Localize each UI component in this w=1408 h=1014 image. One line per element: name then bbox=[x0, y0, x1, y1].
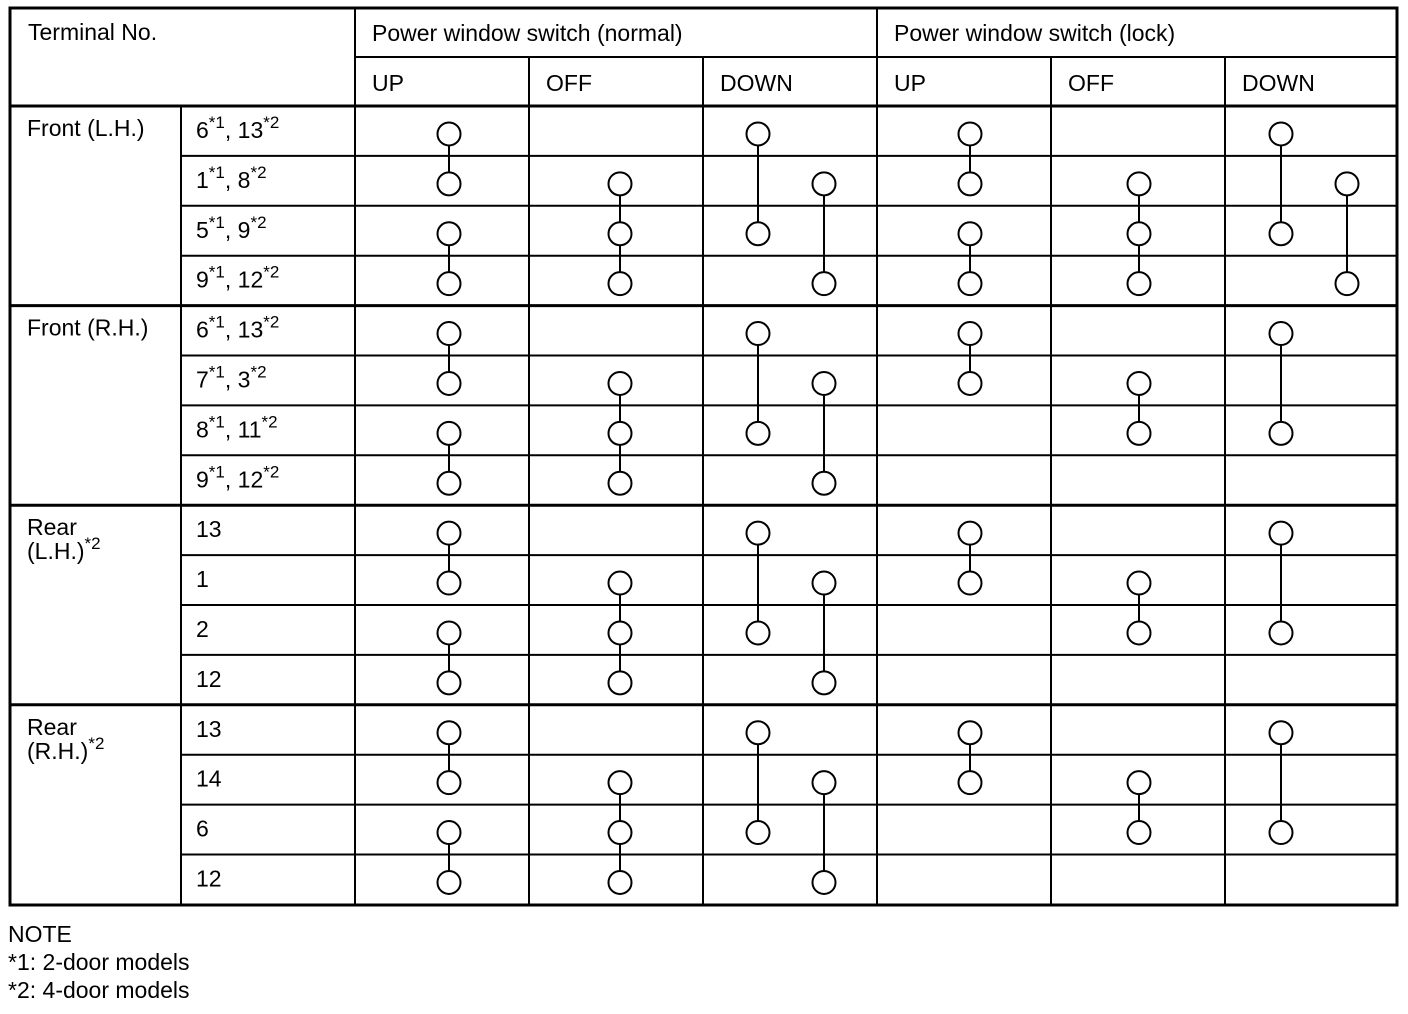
continuity-dot bbox=[959, 522, 982, 545]
terminal-number: 6 bbox=[196, 815, 209, 842]
continuity-dot bbox=[747, 322, 770, 345]
continuity-dot bbox=[747, 821, 770, 844]
continuity-dot bbox=[813, 572, 836, 595]
header-position-down: DOWN bbox=[720, 70, 793, 96]
continuity-dot bbox=[609, 172, 632, 195]
continuity-dot bbox=[813, 671, 836, 694]
continuity-dot bbox=[609, 272, 632, 295]
continuity-dot bbox=[1336, 272, 1359, 295]
continuity-dot bbox=[438, 871, 461, 894]
continuity-dot bbox=[959, 372, 982, 395]
note-block bbox=[8, 920, 190, 1004]
continuity-dot bbox=[438, 122, 461, 145]
header-position-up: UP bbox=[894, 70, 926, 96]
continuity-dot bbox=[1128, 821, 1151, 844]
continuity-dot bbox=[609, 621, 632, 644]
continuity-dot bbox=[747, 621, 770, 644]
continuity-dot bbox=[438, 671, 461, 694]
continuity-dot bbox=[438, 522, 461, 545]
continuity-dot bbox=[813, 472, 836, 495]
continuity-dot bbox=[959, 272, 982, 295]
continuity-dot bbox=[959, 172, 982, 195]
continuity-dot bbox=[1128, 771, 1151, 794]
terminal-number: 13 bbox=[196, 516, 222, 543]
continuity-dot bbox=[438, 721, 461, 744]
continuity-dot bbox=[438, 821, 461, 844]
continuity-dot bbox=[609, 472, 632, 495]
continuity-dot bbox=[1128, 422, 1151, 445]
continuity-dot bbox=[438, 572, 461, 595]
continuity-dot bbox=[959, 222, 982, 245]
continuity-dot bbox=[438, 472, 461, 495]
continuity-dot bbox=[813, 272, 836, 295]
continuity-dot bbox=[1128, 372, 1151, 395]
continuity-dot bbox=[747, 422, 770, 445]
terminal-number: 12 bbox=[196, 665, 222, 692]
header-terminal-no: Terminal No. bbox=[28, 19, 158, 45]
continuity-dot bbox=[609, 871, 632, 894]
terminal-number: 6$^{*1}$, 13$^{*2}$ bbox=[196, 113, 280, 143]
continuity-dot bbox=[747, 721, 770, 744]
group-label: Rear bbox=[27, 514, 77, 541]
continuity-dot bbox=[1128, 272, 1151, 295]
continuity-dot bbox=[1270, 522, 1293, 545]
continuity-dot bbox=[438, 172, 461, 195]
terminal-number: 5$^{*1}$, 9$^{*2}$ bbox=[196, 212, 267, 243]
continuity-dot bbox=[1270, 721, 1293, 744]
continuity-dot bbox=[747, 222, 770, 245]
terminal-number: 9$^{*1}$, 12$^{*2}$ bbox=[196, 262, 280, 293]
header-position-up: UP bbox=[372, 70, 404, 96]
continuity-dot bbox=[438, 372, 461, 395]
terminal-number: 7$^{*1}$, 3$^{*2}$ bbox=[196, 362, 267, 393]
note-title: NOTE bbox=[8, 921, 72, 947]
continuity-dot bbox=[438, 422, 461, 445]
continuity-dot bbox=[609, 222, 632, 245]
continuity-dot bbox=[813, 172, 836, 195]
continuity-dot bbox=[1270, 122, 1293, 145]
continuity-dot bbox=[1128, 222, 1151, 245]
continuity-dot bbox=[609, 671, 632, 694]
group-label: Front (R.H.) bbox=[27, 314, 149, 341]
continuity-dot bbox=[747, 122, 770, 145]
header-group-normal: Power window switch (normal) bbox=[372, 20, 683, 46]
continuity-dot bbox=[438, 272, 461, 295]
continuity-dot bbox=[609, 422, 632, 445]
continuity-dot bbox=[813, 771, 836, 794]
note-line-1: *1: 2-door models bbox=[8, 949, 190, 975]
continuity-dot bbox=[959, 322, 982, 345]
continuity-dot bbox=[609, 771, 632, 794]
continuity-dot bbox=[1270, 422, 1293, 445]
group-label: $(L.H.)^{*2}$ bbox=[27, 534, 101, 565]
continuity-dot bbox=[1270, 621, 1293, 644]
terminal-number: 1 bbox=[196, 566, 209, 593]
continuity-dot bbox=[813, 871, 836, 894]
note-line-2: *2: 4-door models bbox=[8, 977, 190, 1003]
continuity-dot bbox=[438, 322, 461, 345]
continuity-dot bbox=[438, 771, 461, 794]
group-label: Rear bbox=[27, 713, 77, 740]
continuity-dot bbox=[959, 771, 982, 794]
group-label: Front (L.H.) bbox=[27, 115, 145, 141]
continuity-dot bbox=[609, 821, 632, 844]
continuity-dot bbox=[1270, 322, 1293, 345]
group-label: $(R.H.)^{*2}$ bbox=[27, 733, 105, 764]
terminal-number: 12 bbox=[196, 865, 222, 892]
continuity-dot bbox=[609, 372, 632, 395]
continuity-dot bbox=[813, 372, 836, 395]
continuity-dot bbox=[959, 122, 982, 145]
continuity-dot bbox=[747, 522, 770, 545]
continuity-dot bbox=[609, 572, 632, 595]
continuity-dot bbox=[1128, 621, 1151, 644]
header-position-off: OFF bbox=[546, 70, 592, 96]
terminal-number: 2 bbox=[196, 616, 209, 642]
continuity-dot bbox=[1128, 172, 1151, 195]
terminal-number: 9$^{*1}$, 12$^{*2}$ bbox=[196, 462, 280, 493]
continuity-dot bbox=[1270, 821, 1293, 844]
terminal-number: 8$^{*1}$, 11$^{*2}$ bbox=[196, 412, 278, 443]
continuity-dot bbox=[1336, 172, 1359, 195]
continuity-dot bbox=[959, 721, 982, 744]
header-position-off: OFF bbox=[1068, 70, 1114, 96]
header-position-down: DOWN bbox=[1242, 70, 1315, 96]
continuity-dot bbox=[438, 621, 461, 644]
terminal-number: 6$^{*1}$, 13$^{*2}$ bbox=[196, 312, 280, 343]
continuity-dot bbox=[1128, 572, 1151, 595]
header-group-lock: Power window switch (lock) bbox=[894, 20, 1176, 46]
terminal-number: 13 bbox=[196, 715, 222, 742]
terminal-number: 14 bbox=[196, 765, 222, 792]
continuity-dot bbox=[438, 222, 461, 245]
continuity-dot bbox=[1270, 222, 1293, 245]
continuity-dot bbox=[959, 572, 982, 595]
terminal-number: 1$^{*1}$, 8$^{*2}$ bbox=[196, 162, 267, 193]
